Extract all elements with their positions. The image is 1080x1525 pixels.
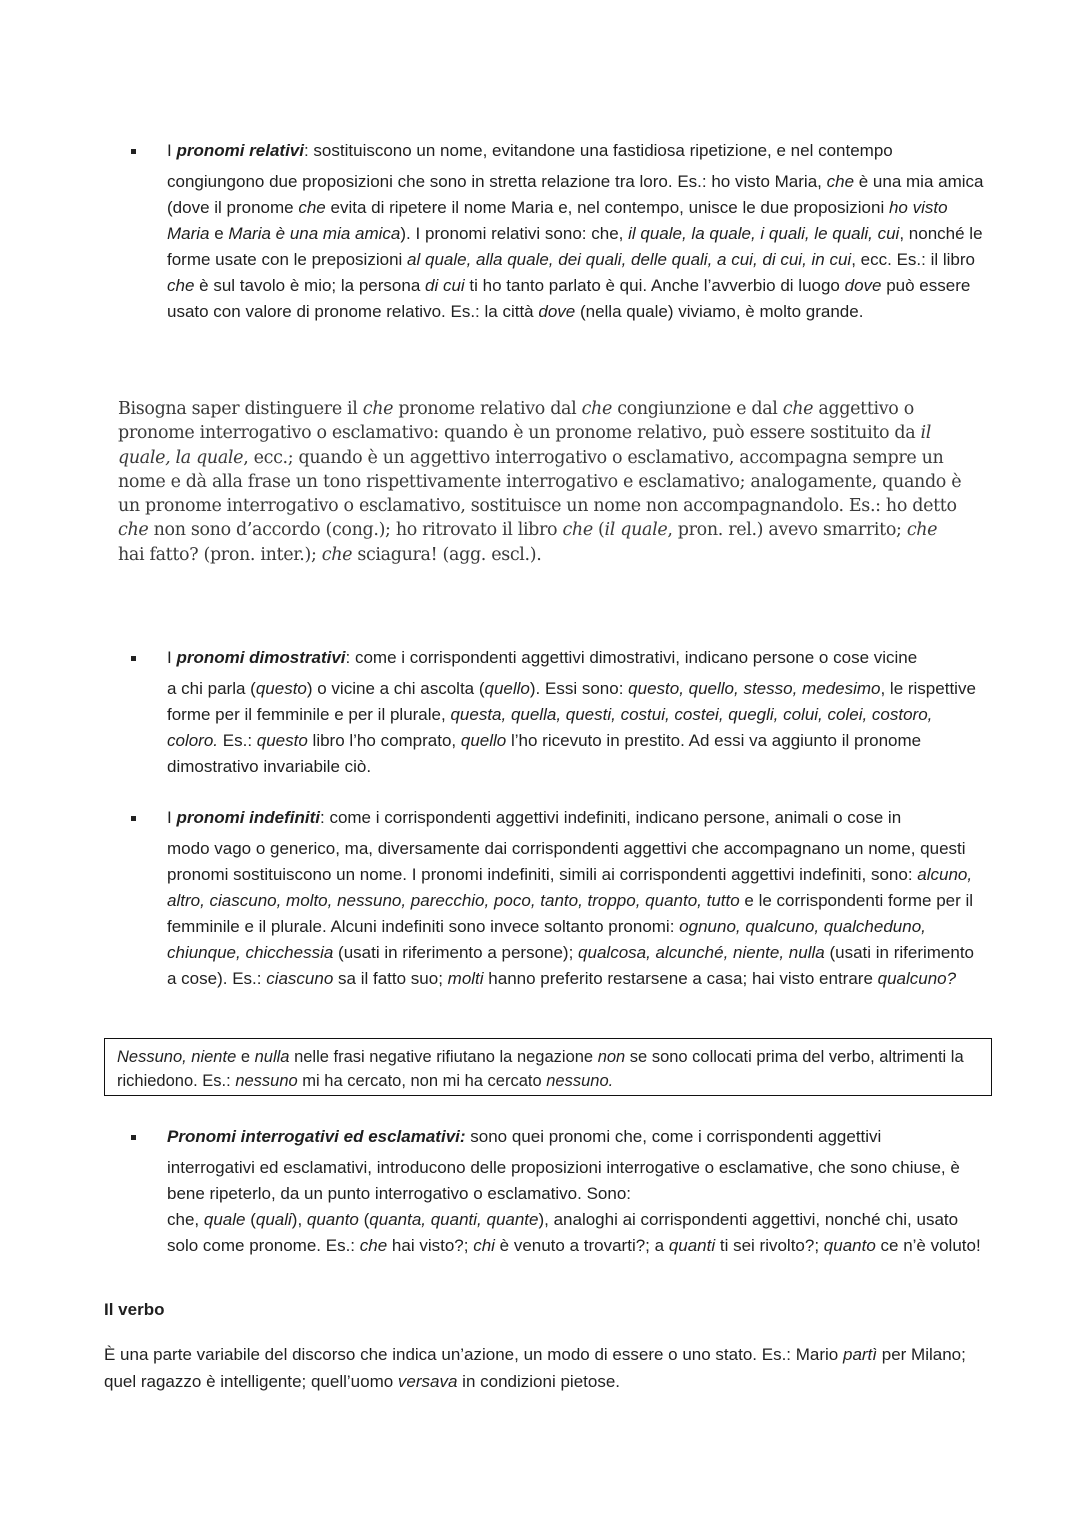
italic-term: che (782, 399, 814, 419)
italic-term: quanta, quanti, quante (369, 1210, 539, 1229)
italic-term: qualcuno? (877, 969, 957, 988)
bullet-heading: I pronomi indefiniti: come i corrispondenti aggettivi indefiniti, indicano persone, animali o cose in (167, 808, 902, 827)
bullet-icon (131, 816, 136, 821)
italic-term: quanto (823, 1236, 876, 1255)
paragraph-dimostrativi: a chi parla (questo) o vicine a chi ascolta (quello). Essi sono: questo, quello, stesso, medesimo, le rispettive forme per il femminile e per il plurale, questa, quella, questi, costui, costei, quegli, colui, colei, costoro, coloro. Es.: questo libro l’ho comprato, quello l’ho ricevuto in prestito. Ad essi va aggiunto il pronome dimostrativo invariabile ciò. (167, 679, 976, 776)
note-che-distinction: Bisogna saper distinguere il che pronome relativo dal che congiunzione e dal che aggettivo o pronome interrogativo o esclamativo: quando è un pronome relativo, può essere sostituito da il quale, la quale, ecc.; quando è un aggettivo interrogativo o esclamativo, accompagna sempre un nome e dà alla frase un tono rispettivamente interrogativo e esclamativo; analogamente, quando è un pronome interrogativo o esclamativo, sostituisce un nome non accompagnandolo. Es.: ho detto che non sono d’accordo (cong.); ho ritrovato il libro che (il quale, pron. rel.) avevo smarrito; che hai fatto? (pron. inter.); che sciagura! (agg. escl.). (118, 399, 962, 565)
italic-term: questo, quello, stesso, medesimo (628, 679, 881, 698)
italic-term: alcuno, altro, ciascuno, molto, nessuno, parecchio, poco, tanto, troppo, quanto, tutto (167, 865, 973, 910)
italic-term: il quale (604, 520, 668, 541)
heading-il-verbo: Il verbo (104, 1300, 165, 1319)
italic-term: qualcosa, alcunché, niente, nulla (578, 943, 825, 962)
italic-term: che (362, 399, 394, 419)
italic-term: ognuno, qualcuno, qualcheduno, chiunque, chicchessia (167, 917, 926, 962)
italic-term: partì (842, 1345, 878, 1364)
bullet-icon (131, 149, 136, 154)
term-pronomi-dimostrativi: pronomi dimostrativi (176, 648, 346, 667)
bullet-heading: I pronomi relativi: sostituiscono un nome, evitandone una fastidiosa ripetizione, e nel contempo (167, 141, 893, 160)
italic-term: che (906, 520, 938, 541)
italic-term: il quale, la quale, i quali, le quali, cui (628, 224, 900, 243)
italic-term: al quale, alla quale, dei quali, delle quali, a cui, di cui, in cui (407, 250, 852, 269)
term-pronomi-interrogativi: Pronomi interrogativi ed esclamativi: (167, 1127, 466, 1146)
paragraph-verbo: È una parte variabile del discorso che indica un’azione, un modo di essere o uno stato. Es.: Mario partì per Milano; quel ragazzo è intelligente; quell’uomo versava in condizioni pietose. (104, 1345, 966, 1391)
italic-term: che (167, 276, 195, 295)
bullet-icon (131, 656, 136, 661)
paragraph-indefiniti: modo vago o generico, ma, diversamente dai corrispondenti aggettivi che accompagnano un nome, questi pronomi sostituiscono un nome. I pronomi indefiniti, simili ai corrispondenti aggettivi indefiniti, sono: alcuno, altro, ciascuno, molto, nessuno, parecchio, poco, tanto, troppo, quanto, tutto e le corrispondenti forme per il femminile e il plurale. Alcuni indefiniti sono invece soltanto pronomi: ognuno, qualcuno, qualcheduno, chiunque, chicchessia (usati in riferimento a persone); qualcosa, alcunché, niente, nulla (usati in riferimento a cose). Es.: ciascuno sa il fatto suo; molti hanno preferito restarsene a casa; hai visto entrare qualcuno? (167, 839, 975, 988)
italic-term: nessuno (235, 1072, 298, 1090)
bullet-icon (131, 1135, 136, 1140)
paragraph-interrogativi: interrogativi ed esclamativi, introducono delle proposizioni interrogative o esclamative, che sono chiuse, è bene ripeterlo, da un punto interrogativo o esclamativo. Sono: che, quale (quali), quanto (quanta, quanti, quante), analoghi ai corrispondenti aggettivi, nonché chi, usato solo come pronome. Es.: che hai visto?; chi è venuto a trovarti?; a quanti ti sei rivolto?; quanto ce n’è voluto! (167, 1158, 981, 1255)
italic-term: non (597, 1048, 626, 1066)
italic-term: che (359, 1236, 388, 1255)
term-pronomi-relativi: pronomi relativi (176, 141, 304, 160)
italic-term: che (298, 198, 326, 217)
italic-term: nulla (254, 1048, 290, 1066)
bullet-heading: Pronomi interrogativi ed esclamativi: sono quei pronomi che, come i corrispondenti aggettivi (167, 1127, 882, 1146)
italic-term: ciascuno (266, 969, 334, 988)
italic-term: questo (256, 731, 308, 750)
italic-term: Nessuno, niente (117, 1048, 237, 1066)
italic-term: che (321, 544, 353, 565)
italic-term: che (581, 399, 612, 419)
italic-term: ho visto Maria (167, 198, 948, 243)
italic-term: nessuno. (546, 1072, 614, 1090)
italic-term: di cui (425, 276, 465, 295)
italic-term: quale (203, 1210, 246, 1229)
italic-term: chi (473, 1236, 495, 1255)
term-pronomi-indefiniti: pronomi indefiniti (176, 808, 320, 827)
note-negazione-box: Nessuno, niente e nulla nelle frasi negative rifiutano la negazione non se sono collocati prima del verbo, altrimenti la richiedono. Es.: nessuno mi ha cercato, non mi ha cercato nessuno. (104, 1038, 992, 1096)
italic-term: che (118, 520, 149, 541)
italic-term: il quale, la quale (118, 423, 932, 468)
bullet-heading: I pronomi dimostrativi: come i corrispondenti aggettivi dimostrativi, indicano persone o cose vicine (167, 648, 918, 667)
italic-term: che (562, 520, 593, 541)
italic-term: quello (484, 679, 530, 698)
italic-term: Maria è una mia amica (228, 224, 401, 243)
italic-term: quanti (668, 1236, 716, 1255)
italic-term: quello (460, 731, 507, 750)
italic-term: dove (844, 276, 882, 295)
italic-term: questo (255, 679, 307, 698)
italic-term: molti (447, 969, 484, 988)
italic-term: quanto (306, 1210, 359, 1229)
italic-term: che (826, 172, 855, 191)
italic-term: quali (255, 1210, 292, 1229)
italic-term: versava (397, 1372, 458, 1391)
italic-term: questa, quella, questi, costui, costei, quegli, colui, colei, costoro, coloro. (167, 705, 933, 750)
italic-term: dove (538, 302, 576, 321)
paragraph-relativi: congiungono due proposizioni che sono in stretta relazione tra loro. Es.: ho visto Maria, che è una mia amica (dove il pronome che evita di ripetere il nome Maria e, nel contempo, unisce le due proposizioni ho visto Maria e Maria è una mia amica). I pronomi relativi sono: che, il quale, la quale, i quali, le quali, cui, nonché le forme usate con le preposizioni al quale, alla quale, dei quali, delle quali, a cui, di cui, in cui, ecc. Es.: il libro che è sul tavolo è mio; la persona di cui ti ho tanto parlato è qui. Anche l’avverbio di luogo dove può essere usato con valore di pronome relativo. Es.: la città dove (nella quale) viviamo, è molto grande. (167, 172, 984, 321)
